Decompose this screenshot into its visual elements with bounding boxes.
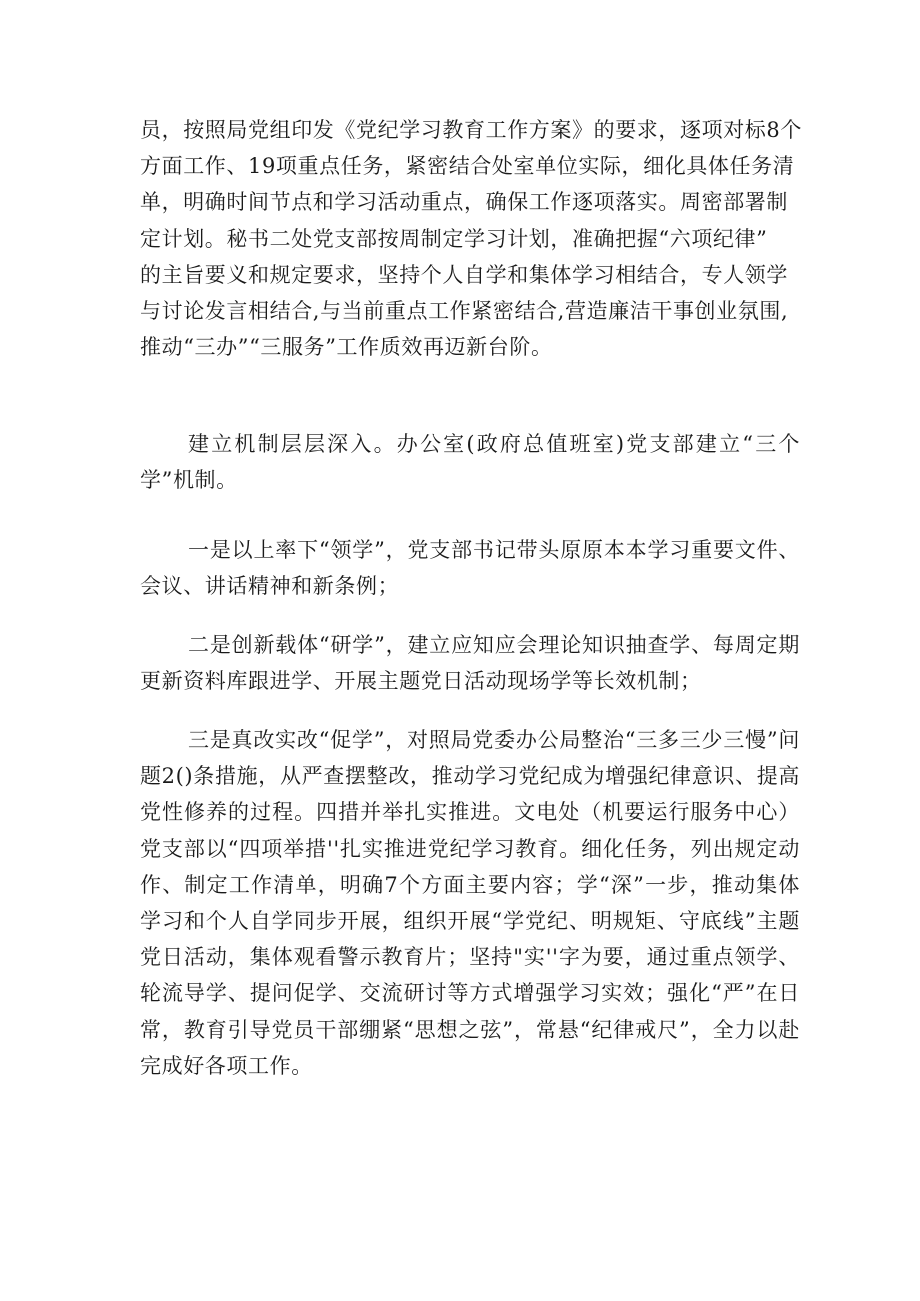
text-line: 机制。: [172, 468, 238, 493]
text-line: 方面工作、19项重点任务，紧密结合处室单位实际，细化具体任务清: [140, 154, 795, 179]
paragraph-3: [140, 532, 800, 604]
text-line: 高党性修养的过程。四措并举扎实推进。文电处（机要运行服务中心）: [140, 764, 800, 825]
text-line: 动作、制定工作清单，明确7个方面主要内容；学“深”一步，推动集: [140, 836, 800, 897]
text-line: 推动“三办”“三服务”工作质效再迈新台阶。: [140, 335, 553, 360]
text-line: 在日常，教育引导党员干部绷紧“思想之弦”，常悬“纪律戒尺”，: [140, 981, 801, 1042]
text-line: 体学习和个人自学同步开展，组织开展“学党纪、明规矩、守底线”: [140, 872, 800, 934]
text-line: 期更新资料库跟进学、开展主题党日活动现场学等长效机制；: [140, 633, 800, 694]
paragraph-2: [140, 426, 800, 498]
text-line: 员，按照局党组印发《党纪学习教育工作方案》的要求，逐项对标8个: [140, 118, 802, 142]
text-line: 定计划。秘书二处党支部按周制定学习计划，准确把握“六项纪律”: [140, 226, 768, 251]
text-line: 建立机制层层深入。办公室(政府总值班室)党支部建立“三个学”: [140, 432, 800, 493]
text-line: 主题党日活动，集体观看警示教育片；坚持"实''字为要，通过重点领: [140, 909, 801, 970]
text-line: 二是创新载体“研学”，建立应知应会理论知识抽查学、每周定: [188, 633, 779, 657]
paragraph-4: [140, 627, 800, 699]
text-line: 与讨论发言相结合,与当前重点工作紧密结合,营造廉洁干事创业氛围,: [140, 299, 789, 324]
paragraph-1: [140, 112, 800, 365]
text-line: 会议、讲话精神和新条例；: [140, 574, 400, 599]
text-line: 党支部以“四项举措''扎实推进党纪学习教育。细化任务，列出规定: [140, 836, 779, 861]
text-line: 一是以上率下“领学”，党支部书记带头原原本本学习重要文件、: [188, 538, 800, 562]
text-line: 问题2()条措施，从严查摆整改，推动学习党纪成为增强纪律意识、提: [140, 728, 800, 789]
text-line: 单，明确时间节点和学习活动重点，确保工作逐项落实。周密部署制: [140, 190, 788, 215]
paragraph-5: [140, 722, 800, 1084]
text-line: 三是真改实改“促学”，对照局党委办公局整治“三多三少三慢”: [188, 728, 779, 752]
text-line: 的主旨要义和规定要求，坚持个人自学和集体学习相结合，专人领学: [140, 262, 788, 287]
text-line: 学、轮流导学、提问促学、交流研讨等方式增强学习实效；强化“严”: [140, 945, 801, 1006]
text-line: 全力以赴完成好各项工作。: [140, 1017, 800, 1078]
